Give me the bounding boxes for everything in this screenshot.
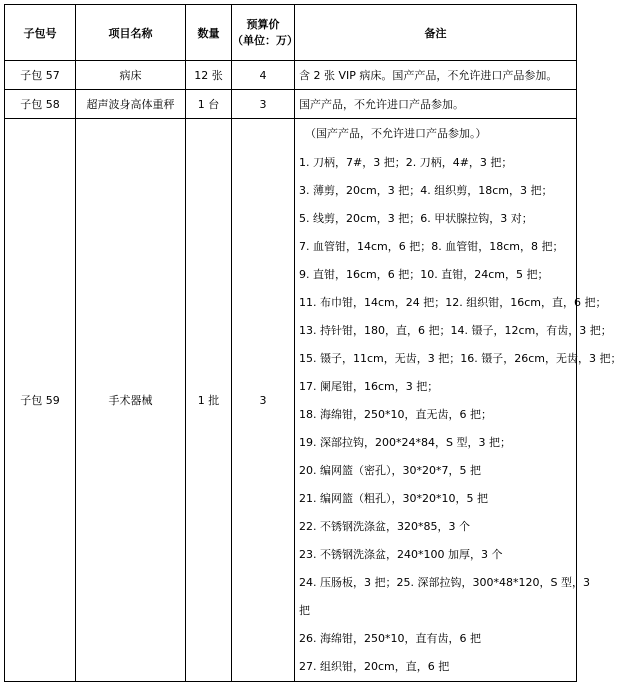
header-package-no: 子包号 bbox=[5, 5, 76, 61]
table-row bbox=[5, 119, 577, 682]
remark-line: 24. 压肠板，3 把；25. 深部拉钩，300*48*120，S 型，3 bbox=[299, 576, 590, 589]
cell-item-name: 手术器械 bbox=[76, 119, 186, 682]
cell-remarks: 国产产品，不允许进口产品参加。 bbox=[295, 90, 577, 119]
cell-budget: 4 bbox=[232, 61, 295, 90]
remark-line: 19. 深部拉钩，200*24*84，S 型，3 把； bbox=[299, 436, 511, 449]
procurement-table bbox=[4, 4, 622, 682]
cell-budget: 3 bbox=[232, 90, 295, 119]
table-row bbox=[5, 61, 577, 90]
remark-line: 27. 组织钳，20cm，直，6 把 bbox=[299, 660, 450, 673]
cell-remarks: 含 2 张 VIP 病床。国产产品，不允许进口产品参加。 bbox=[295, 61, 577, 90]
remark-line: 20. 编网篮（密孔），30*20*7，5 把 bbox=[299, 464, 481, 477]
remark-line: 26. 海绵钳，250*10，直有齿，6 把 bbox=[299, 632, 481, 645]
remark-line: 13. 持针钳，180，直，6 把；14. 镊子，12cm，有齿，3 把； bbox=[299, 324, 612, 337]
remark-line: 5. 线剪，20cm，3 把；6. 甲状腺拉钩，3 对； bbox=[299, 212, 533, 225]
cell-package-no: 子包 57 bbox=[5, 61, 76, 90]
cell-quantity: 1 批 bbox=[186, 119, 232, 682]
remark-line: 9. 直钳，16cm，6 把；10. 直钳，24cm，5 把； bbox=[299, 268, 549, 281]
remark-line: 15. 镊子，11cm，无齿，3 把；16. 镊子，26cm，无齿，3 把； bbox=[299, 352, 622, 365]
cell-item-name: 病床 bbox=[76, 61, 186, 90]
cell-package-no: 子包 59 bbox=[5, 119, 76, 682]
remark-line: 把 bbox=[299, 604, 310, 617]
remark-line: 18. 海绵钳，250*10，直无齿，6 把； bbox=[299, 408, 492, 421]
remark-line: 21. 编网篮（粗孔），30*20*10，5 把 bbox=[299, 492, 488, 505]
remark-line: 1. 刀柄，7#，3 把；2. 刀柄，4#，3 把； bbox=[299, 156, 513, 169]
cell-item-name: 超声波身高体重秤 bbox=[76, 90, 186, 119]
header-remarks: 备注 bbox=[295, 5, 577, 61]
cell-package-no: 子包 58 bbox=[5, 90, 76, 119]
remark-line: 23. 不锈钢洗涤盆，240*100 加厚，3 个 bbox=[299, 548, 503, 561]
header-quantity: 数量 bbox=[186, 5, 232, 61]
remark-line: 7. 血管钳，14cm，6 把；8. 血管钳，18cm，8 把； bbox=[299, 240, 564, 253]
remark-line: 22. 不锈钢洗涤盆，320*85，3 个 bbox=[299, 520, 470, 533]
cell-budget: 3 bbox=[232, 119, 295, 682]
header-budget-line1: 预算价 bbox=[246, 17, 280, 31]
remark-line: 11. 布巾钳，14cm，24 把；12. 组织钳，16cm，直，6 把； bbox=[299, 296, 607, 309]
header-row bbox=[5, 5, 577, 61]
cell-remarks-list bbox=[295, 119, 622, 682]
cell-quantity: 1 台 bbox=[186, 90, 232, 119]
remark-line: （国产产品，不允许进口产品参加。） bbox=[305, 127, 487, 140]
table-row bbox=[5, 90, 577, 119]
header-item-name: 项目名称 bbox=[76, 5, 186, 61]
header-budget bbox=[232, 5, 298, 61]
remark-line: 3. 薄剪，20cm，3 把；4. 组织剪，18cm，3 把； bbox=[299, 184, 553, 197]
cell-quantity: 12 张 bbox=[186, 61, 232, 90]
header-budget-line2: （单位：万） bbox=[232, 33, 298, 47]
remark-line: 17. 阑尾钳，16cm，3 把； bbox=[299, 380, 439, 393]
